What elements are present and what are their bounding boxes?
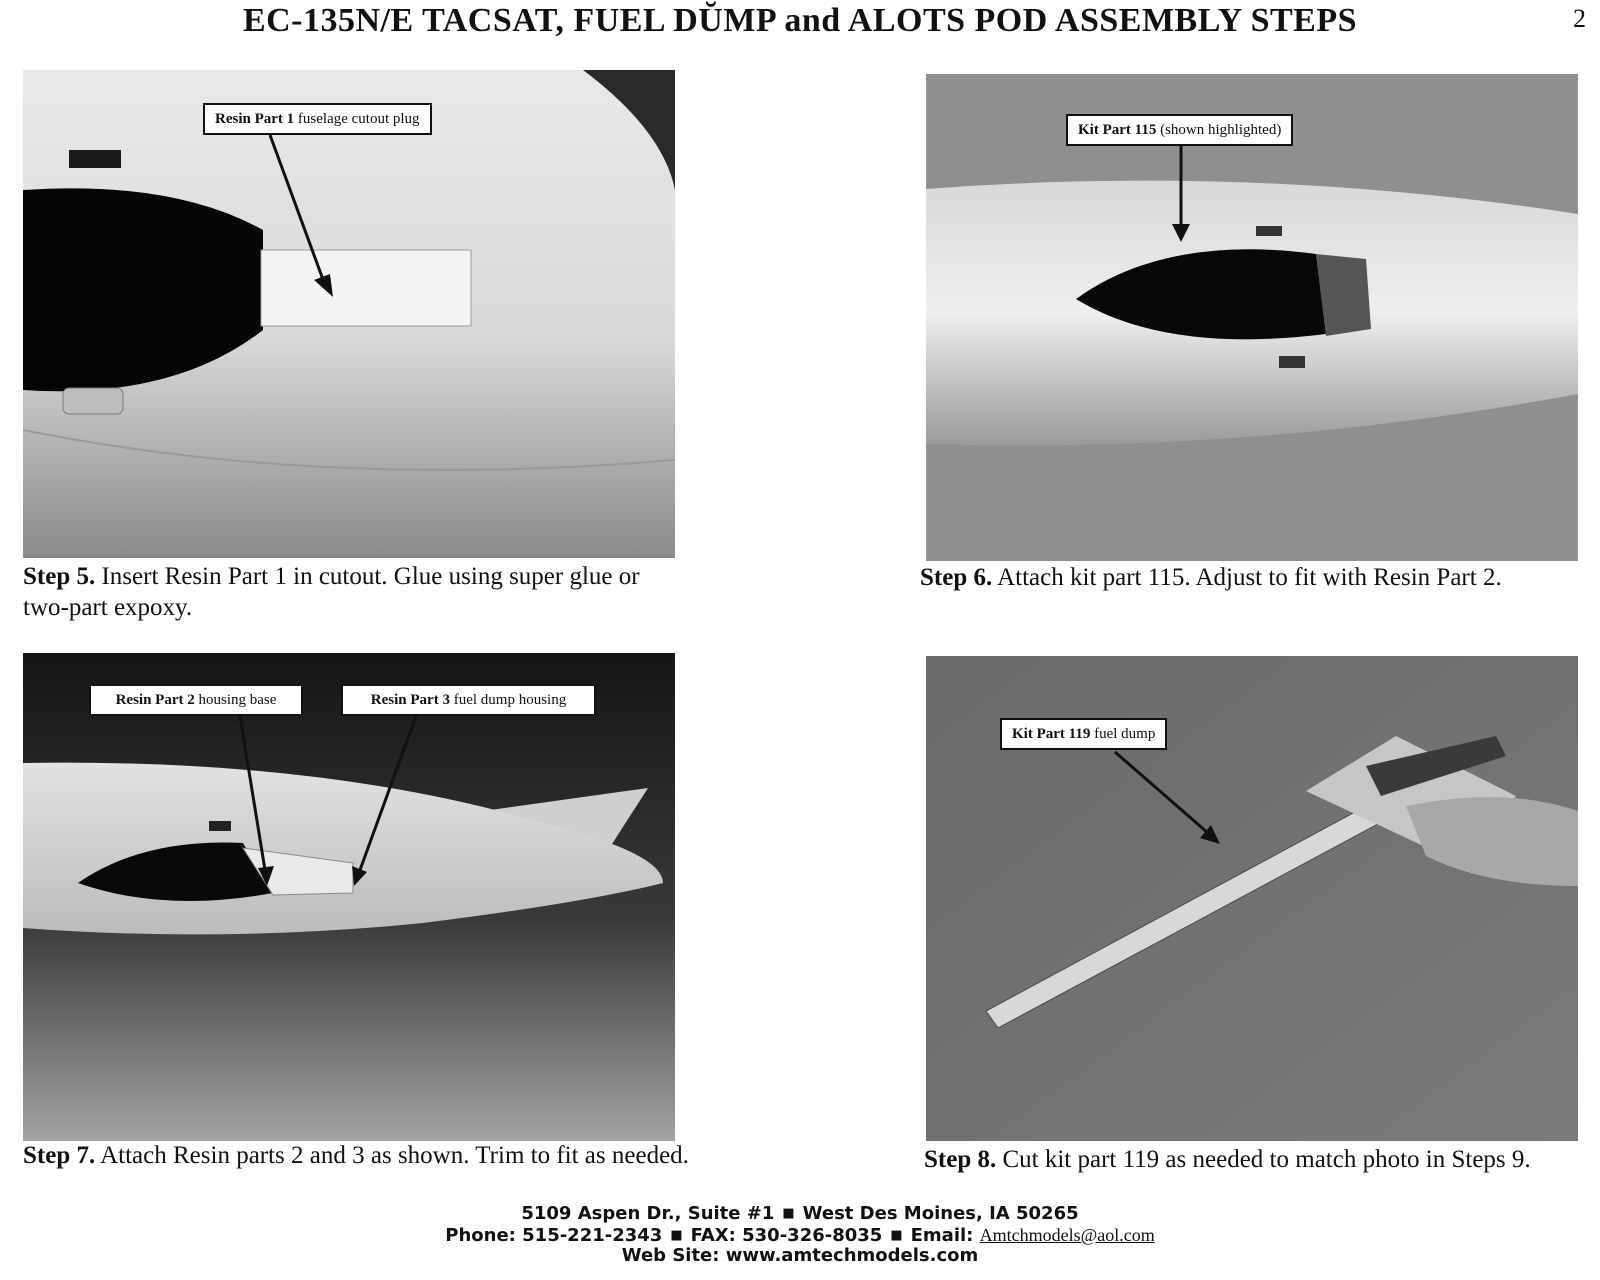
step-5-caption: [23, 561, 683, 623]
callout-part-label: Resin Part 2: [115, 692, 195, 708]
footer-email-link[interactable]: Amtchmodels@aol.com: [979, 1225, 1155, 1245]
step-5-label: Step 5.: [23, 563, 96, 590]
callout-part-desc: fuel dump: [1090, 726, 1156, 742]
footer-city: West Des Moines, IA 50265: [802, 1203, 1079, 1224]
callout-resin-part-3: [341, 684, 596, 716]
step-7-text: Attach Resin parts 2 and 3 as shown. Trim to fit as needed.: [95, 1142, 689, 1169]
callout-kit-part-119: [1000, 718, 1167, 750]
step-8-label: Step 8.: [924, 1146, 997, 1173]
callout-resin-part-2: [89, 684, 303, 716]
callout-resin-part-1: [203, 103, 432, 135]
footer-address: 5109 Aspen Dr., Suite #1: [521, 1203, 775, 1224]
footer-email-label: Email:: [910, 1225, 974, 1246]
step-6-photo: [926, 74, 1578, 561]
step-6-caption: [920, 562, 1590, 593]
callout-part-label: Resin Part 1: [215, 111, 295, 127]
callout-part-label: Kit Part 115: [1078, 122, 1157, 138]
step-5-photo: [23, 70, 675, 558]
footer-address-line: [0, 1203, 1600, 1225]
callout-part-desc: fuselage cutout plug: [294, 111, 420, 127]
footer-website: Web Site: www.amtechmodels.com: [621, 1245, 979, 1266]
separator-square-icon: ■: [782, 1206, 795, 1221]
page-title: EC-135N/E TACSAT, FUEL DŬMP and ALOTS POD ASSEMBLY STEPS: [242, 2, 1358, 39]
callout-part-label: Resin Part 3: [370, 692, 450, 708]
step-6-text: Attach kit part 115. Adjust to fit with Resin Part 2.: [992, 564, 1502, 591]
callout-kit-part-115: [1066, 114, 1293, 146]
callout-part-label: Kit Part 119: [1012, 726, 1091, 742]
callout-part-desc: housing base: [194, 692, 277, 708]
footer-phone: Phone: 515-221-2343: [445, 1225, 663, 1246]
separator-square-icon: ■: [890, 1228, 903, 1243]
step-8-text: Cut kit part 119 as needed to match photo in Steps 9.: [996, 1146, 1531, 1173]
step-6-label: Step 6.: [920, 564, 993, 591]
step-7-label: Step 7.: [23, 1142, 96, 1169]
callout-part-desc: fuel dump housing: [449, 692, 567, 708]
step-8-caption: [924, 1144, 1594, 1175]
footer-contact-line: [0, 1224, 1600, 1247]
separator-square-icon: ■: [670, 1228, 683, 1243]
step-7-photo: [23, 653, 675, 1141]
step-7-caption: [23, 1140, 763, 1171]
step-5-text: Insert Resin Part 1 in cutout. Glue using super glue or two-part expoxy.: [23, 563, 640, 621]
page-number: 2: [1573, 4, 1586, 33]
footer-fax: FAX: 530-326-8035: [690, 1225, 883, 1246]
callout-part-desc: (shown highlighted): [1156, 122, 1282, 138]
